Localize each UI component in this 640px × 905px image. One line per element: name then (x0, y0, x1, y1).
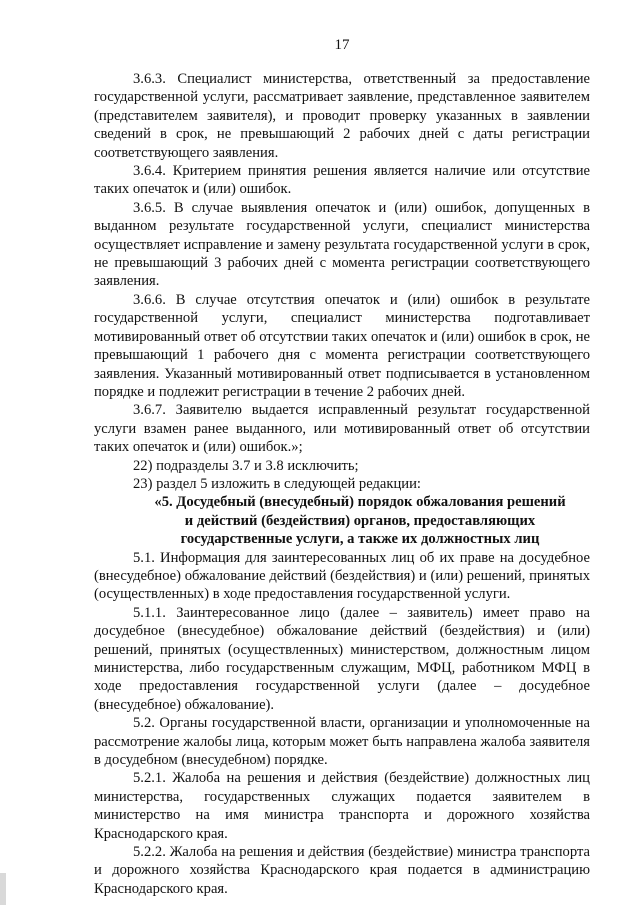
paragraph-3-6-4: 3.6.4. Критерием принятия решения является наличие или отсутствие таких опечаток и (или) ошибок. (94, 163, 590, 198)
paragraph-5-2-2: 5.2.2. Жалоба на решения и действия (бездействие) министра транспорта и дорожного хозяйства Краснодарского края подается в администрацию Краснодарского края. (94, 844, 590, 897)
paragraph-3-6-3: 3.6.3. Специалист министерства, ответственный за предоставление государственной услуги, рассматривает заявление, представленное заявителем (представителем заявителя), и проводит проверку указанных в заявлении сведений в срок, не превышающий 2 рабочих дней с даты регистрации соответствующего заявления. (94, 71, 590, 161)
paragraph-5-2-1: 5.2.1. Жалоба на решения и действия (бездействие) должностных лиц министерства, государственных служащих подается заявителем в министерство на имя министра транспорта и дорожного хозяйства Краснодарского края. (94, 770, 590, 842)
heading-line-2: и действий (бездействия) органов, предоставляющих (184, 512, 536, 529)
paragraph-5-1: 5.1. Информация для заинтересованных лиц об их праве на досудебное (внесудебное) обжалование действий (бездействия) и (или) решений, принятых (осуществленных) в ходе предоставления государственной услуги. (94, 549, 590, 603)
paragraph-3-6-6: 3.6.6. В случае отсутствия опечаток и (или) ошибок в результате государственной услуги, специалист министерства подготавливает мотивированный ответ об отсутствии таких опечаток и (или) ошибок в срок, не превышающий 1 рабочего дня с момента регистрации соответствующего заявления. Указанный мотивированный ответ подписывается в установленном порядке и подлежит регистрации в течение 2 рабочих дней. (94, 291, 590, 400)
paragraph-item-22: 22) подразделы 3.7 и 3.8 исключить; (133, 457, 359, 474)
section-5-heading (94, 493, 590, 548)
paragraph-3-6-7: 3.6.7. Заявителю выдается исправленный результат государственной услуги взамен ранее выданного, или мотивированный ответ об отсутствии таких опечаток и (или) ошибок.»; (94, 402, 590, 456)
heading-line-1: «5. Досудебный (внесудебный) порядок обжалования решений (154, 494, 566, 511)
paragraph-5-1-1: 5.1.1. Заинтересованное лицо (далее – заявитель) имеет право на досудебное (внесудебное) обжалование действий (бездействия) и (или) решений, принятых (осуществленных) министерством, должностным лицом министерства, либо государственным служащим, МФЦ, работником МФЦ в ходе предоставления государственной услуги (далее – досудебное (внесудебное) обжалование). (94, 604, 590, 713)
paragraph-3-6-5: 3.6.5. В случае выявления опечаток и (или) ошибок, допущенных в выданном результате государственной услуги, специалист министерства осуществляет исправление и замену результата государственной услуги в срок, не превышающий 3 рабочих дней с момента регистрации соответствующего заявления. (94, 199, 590, 290)
scan-edge-mark (0, 873, 6, 905)
paragraph-5-2: 5.2. Органы государственной власти, организации и уполномоченные на рассмотрение жалобы лица, которым может быть направлена жалоба заявителя в досудебном (внесудебном) порядке. (94, 715, 590, 769)
page-number: 17 (334, 37, 350, 53)
paragraph-item-23: 23) раздел 5 изложить в следующей редакции: (133, 475, 421, 492)
heading-line-3: государственные услуги, а также их должностных лиц (180, 531, 540, 548)
